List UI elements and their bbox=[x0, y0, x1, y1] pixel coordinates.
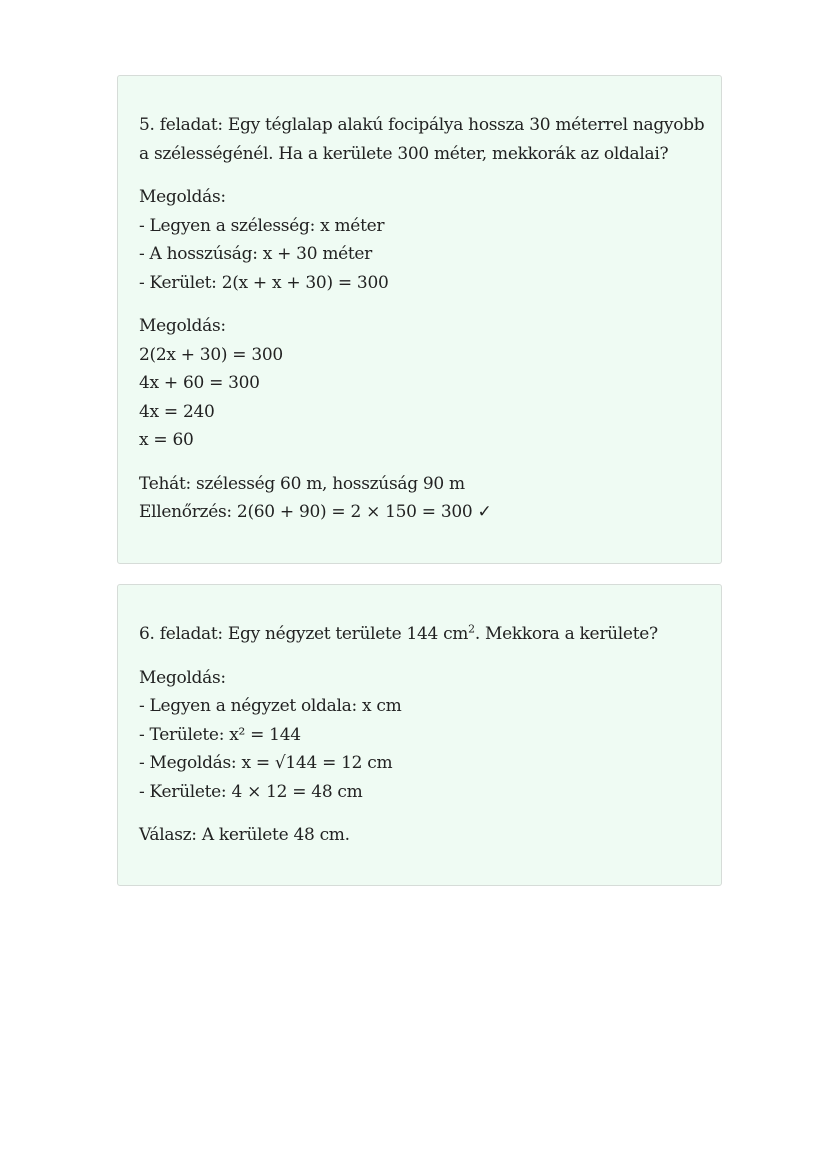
solution-line: - Kerülete: 4 × 12 = 48 cm bbox=[139, 781, 363, 802]
task-6-card bbox=[117, 584, 722, 886]
question-text-end: . Mekkora a kerülete? bbox=[474, 624, 658, 644]
task-6-answer: Válasz: A kerülete 48 cm. bbox=[139, 825, 350, 845]
task-5-setup bbox=[139, 183, 711, 297]
superscript: 2 bbox=[468, 622, 475, 636]
task-5-card bbox=[117, 75, 722, 564]
solution-line: Megoldás: bbox=[139, 667, 226, 688]
solution-line: - Területe: x² = 144 bbox=[139, 724, 301, 745]
check-line: Ellenőrzés: 2(60 + 90) = 2 × 150 = 300 ✓ bbox=[139, 502, 492, 522]
task-5-answer bbox=[139, 470, 711, 527]
question-text: 6. feladat: Egy négyzet területe 144 cm bbox=[139, 624, 469, 644]
task-6-solution bbox=[139, 664, 711, 807]
task-5-question: 5. feladat: Egy téglalap alakú focipálya hossza 30 méterrel nagyobb a szélességénél. Ha a kerülete 300 méter, mekkorák az oldalai? bbox=[139, 115, 705, 164]
task-6-question bbox=[139, 620, 711, 649]
solution-line: 2(2x + 30) = 300 bbox=[139, 344, 283, 365]
setup-line: - Legyen a szélesség: x méter bbox=[139, 215, 385, 236]
solution-line: Megoldás: bbox=[139, 316, 226, 336]
answer-line: Tehát: szélesség 60 m, hosszúság 90 m bbox=[139, 473, 465, 494]
setup-line: - A hosszúság: x + 30 méter bbox=[139, 244, 373, 264]
task-5-solution bbox=[139, 312, 711, 455]
setup-line: Megoldás: bbox=[139, 187, 226, 207]
solution-line: 4x = 240 bbox=[139, 401, 215, 422]
solution-line: - Megoldás: x = √144 = 12 cm bbox=[139, 753, 393, 773]
solution-line: x = 60 bbox=[139, 430, 194, 450]
solution-line: 4x + 60 = 300 bbox=[139, 373, 260, 393]
solution-line: - Legyen a négyzet oldala: x cm bbox=[139, 696, 402, 716]
setup-line: - Kerület: 2(x + x + 30) = 300 bbox=[139, 272, 389, 293]
